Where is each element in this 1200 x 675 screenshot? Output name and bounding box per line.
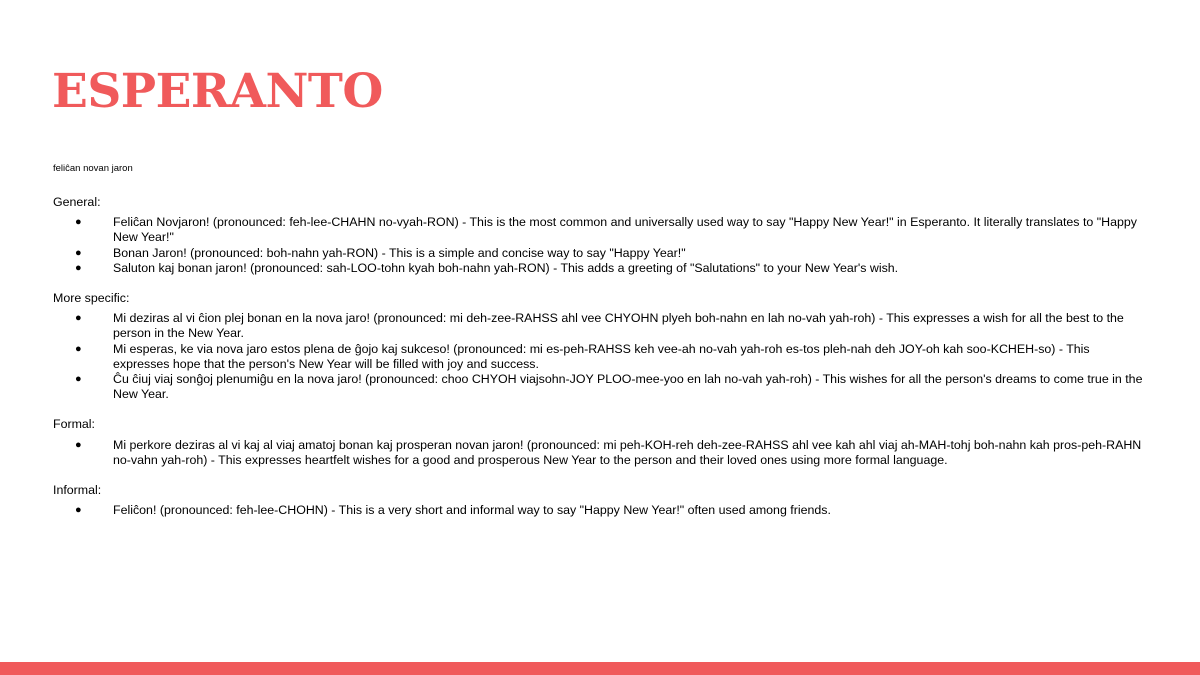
list-item-text: Feliĉan Novjaron! (pronounced: feh-lee-CHAHN no-vyah-RON) - This is the most common and universally used way to say "Happy New Year!" in Esperanto. It literally translates to "Happy New Year!" <box>113 215 1137 245</box>
bullet-icon: ● <box>75 504 82 517</box>
list-item <box>53 311 1148 341</box>
list-item <box>53 438 1148 468</box>
bullet-icon: ● <box>75 216 82 229</box>
slide-subtitle: feliĉan novan jaron <box>53 163 133 174</box>
bullet-list <box>53 215 1148 276</box>
bottom-accent-bar <box>0 662 1200 675</box>
bullet-icon: ● <box>75 342 82 355</box>
section-heading: More specific: <box>53 291 130 306</box>
list-item <box>53 503 1148 518</box>
bullet-icon: ● <box>75 312 82 325</box>
bullet-icon: ● <box>75 261 82 274</box>
section-formal <box>53 417 1148 468</box>
section-heading: Formal: <box>53 417 95 432</box>
section-informal <box>53 483 1148 518</box>
section-general <box>53 195 1148 276</box>
list-item <box>53 342 1148 372</box>
list-item <box>53 215 1148 245</box>
list-item-text: Ĉu ĉiuj viaj sonĝoj plenumiĝu en la nova jaro! (pronounced: choo CHYOH viajsohn-JOY PLOO-mee-yoo en lah no-vah yah-roh) - This wishes for all the person's dreams to come true in the New Year. <box>113 372 1143 402</box>
bullet-list <box>53 503 1148 518</box>
bullet-list <box>53 438 1148 468</box>
section-more-specific <box>53 291 1148 402</box>
bullet-icon: ● <box>75 373 82 386</box>
bullet-icon: ● <box>75 246 82 259</box>
bullet-list <box>53 311 1148 402</box>
list-item-text: Saluton kaj bonan jaron! (pronounced: sah-LOO-tohn kyah boh-nahn yah-RON) - This adds a greeting of "Salutations" to your New Year's wish. <box>113 260 899 275</box>
slide-body <box>53 195 1148 533</box>
list-item-text: Mi deziras al vi ĉion plej bonan en la nova jaro! (pronounced: mi deh-zee-RAHSS ahl vee CHYOHN plyeh boh-nahn en lah no-vah yah-roh) - This expresses a wish for all the best to the person in the New Year. <box>113 311 1124 341</box>
bullet-icon: ● <box>75 438 82 451</box>
list-item <box>53 246 1148 261</box>
list-item-text: Mi esperas, ke via nova jaro estos plena de ĝojo kaj sukceso! (pronounced: mi es-peh-RAHSS keh vee-ah no-vah yah-roh es-tos pleh-nah deh JOY-oh kah soo-KCHEH-so) - This expresses hope that the person's New Year will be filled with joy and success. <box>113 341 1090 371</box>
section-heading: Informal: <box>53 483 102 498</box>
list-item <box>53 261 1148 276</box>
list-item-text: Mi perkore deziras al vi kaj al viaj amatoj bonan kaj prosperan novan jaron! (pronounced: mi peh-KOH-reh deh-zee-RAHSS ahl vee kah ahl viaj ah-MAH-tohj boh-nahn kah pros-peh-RAHN no-vahn yah-roh) - This expresses heartfelt wishes for a good and prosperous New Year to the person and their loved ones using more formal language. <box>113 437 1142 467</box>
section-heading: General: <box>53 195 101 209</box>
slide-title: ESPERANTO <box>52 64 383 119</box>
list-item-text: Feliĉon! (pronounced: feh-lee-CHOHN) - This is a very short and informal way to say "Happy New Year!" often used among friends. <box>113 503 831 518</box>
list-item <box>53 372 1148 402</box>
list-item-text: Bonan Jaron! (pronounced: boh-nahn yah-RON) - This is a simple and concise way to say "Happy Year!" <box>113 245 686 260</box>
